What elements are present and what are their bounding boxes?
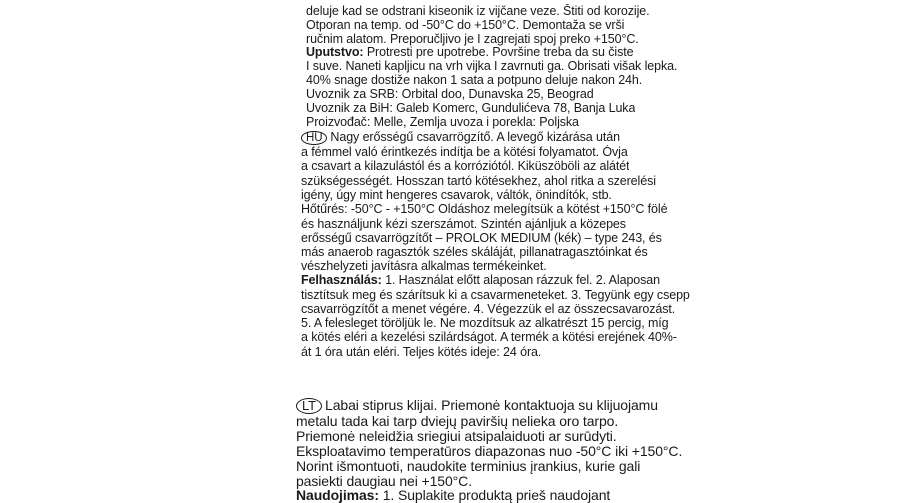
usage-label: Felhasználás: — [301, 273, 382, 287]
usage-label: Naudojimas: — [296, 487, 379, 503]
language-badge: HU — [301, 131, 327, 145]
text-line: a csavart a kilazulástól és a korróziótól. Kiküszöböli az alátét — [301, 159, 630, 173]
text-line: HU Nagy erősségű csavarrögzítő. A levegő kizárása után — [301, 130, 620, 145]
text-line: Proizvođač: Melle, Zemlja uvoza i porekla: Poljska — [306, 115, 579, 129]
text-line: metalu tada kai tarp dviejų paviršių nelieka oro tarpo. — [296, 413, 619, 429]
text-line: 5. A felesleget töröljük le. Ne mozdítsuk az alkatrészt 15 percig, míg — [301, 316, 669, 330]
text-line: Hőtűrés: -50°C - +150°C Oldáshoz melegítsük a kötést +150°C fölé — [301, 202, 668, 216]
instructions-label: Uputstvo: — [306, 45, 364, 59]
text-line: igény, úgy mint hengeres csavarok, váltók, önindítók, stb. — [301, 188, 612, 202]
text-line: a kötés eléri a kezelési szilárdságot. A termék a kötési erejének 40%- — [301, 330, 677, 344]
text-line: Uvoznik za BiH: Galeb Komerc, Gundulićeva 78, Banja Luka — [306, 101, 636, 115]
text-line: Norint išmontuoti, naudokite terminius įrankius, kurie gali — [296, 458, 641, 474]
text-line: vészhelyzeti javításra alkalmas termékeinket. — [301, 259, 547, 273]
text-line: pasiekti daugiau nei +150°C. — [296, 473, 472, 489]
text-line: Felhasználás: 1. Használat előtt alaposan rázzuk fel. 2. Alaposan — [301, 273, 660, 287]
text-line: csavarrögzítőt a menet végére. 4. Végezzük el az összecsavarozást. — [301, 302, 676, 316]
text-line: deluje kad se odstrani kiseonik iz vijčane veze. Štiti od korozije. — [306, 4, 650, 18]
text-line: más anaerob ragasztók széles skáláját, pillanatragasztóinkat és — [301, 245, 648, 259]
text-line: Naudojimas: 1. Suplakite produktą prieš naudojant — [296, 487, 611, 503]
text-line: tisztítsuk meg és szárítsuk ki a csavarmeneteket. 3. Tegyünk egy csepp — [301, 288, 690, 302]
text-line: Uputstvo: Protresti pre upotrebe. Površine treba da su čiste — [306, 45, 634, 59]
text-line: át 1 óra után eléri. Teljes kötés ideje: 24 óra. — [301, 345, 542, 359]
text-line: ručnim alatom. Preporučljivo je I zagrejati spoj preko +150°C. — [306, 32, 639, 46]
text-line: Priemonė neleidžia sriegiui atsipalaiduoti ar surūdyti. — [296, 428, 617, 444]
text-line: I suve. Naneti kapljicu na vrh vijka I zavrnuti ga. Obrisati višak lepka. — [306, 59, 678, 73]
text-line: a fémmel való érintkezés indítja be a kötési folyamatot. Óvja — [301, 145, 628, 159]
text-line: Uvoznik za SRB: Orbital doo, Dunavska 25, Beograd — [306, 87, 594, 101]
text-line: szükségességét. Hosszan tartó kötésekhez, ahol ritka a szerelési — [301, 174, 656, 188]
text-line: Eksploatavimo temperatūros diapazonas nuo -50°C iki +150°C. — [296, 443, 683, 459]
text-line: 40% snage dostiže nakon 1 sata a potpuno deluje nakon 24h. — [306, 73, 643, 87]
text-line: Otporan na temp. od -50°C do +150°C. Demontaža se vrši — [306, 18, 625, 32]
language-badge: LT — [296, 398, 322, 414]
text-line: erősségű csavarrögzítőt – PROLOK MEDIUM (kék) – type 243, és — [301, 231, 662, 245]
text-line: LT Labai stiprus klijai. Priemonė kontaktuoja su klijuojamu — [296, 397, 658, 414]
text-line: és használjunk kézi szerszámot. Szintén ajánljuk a közepes — [301, 217, 626, 231]
